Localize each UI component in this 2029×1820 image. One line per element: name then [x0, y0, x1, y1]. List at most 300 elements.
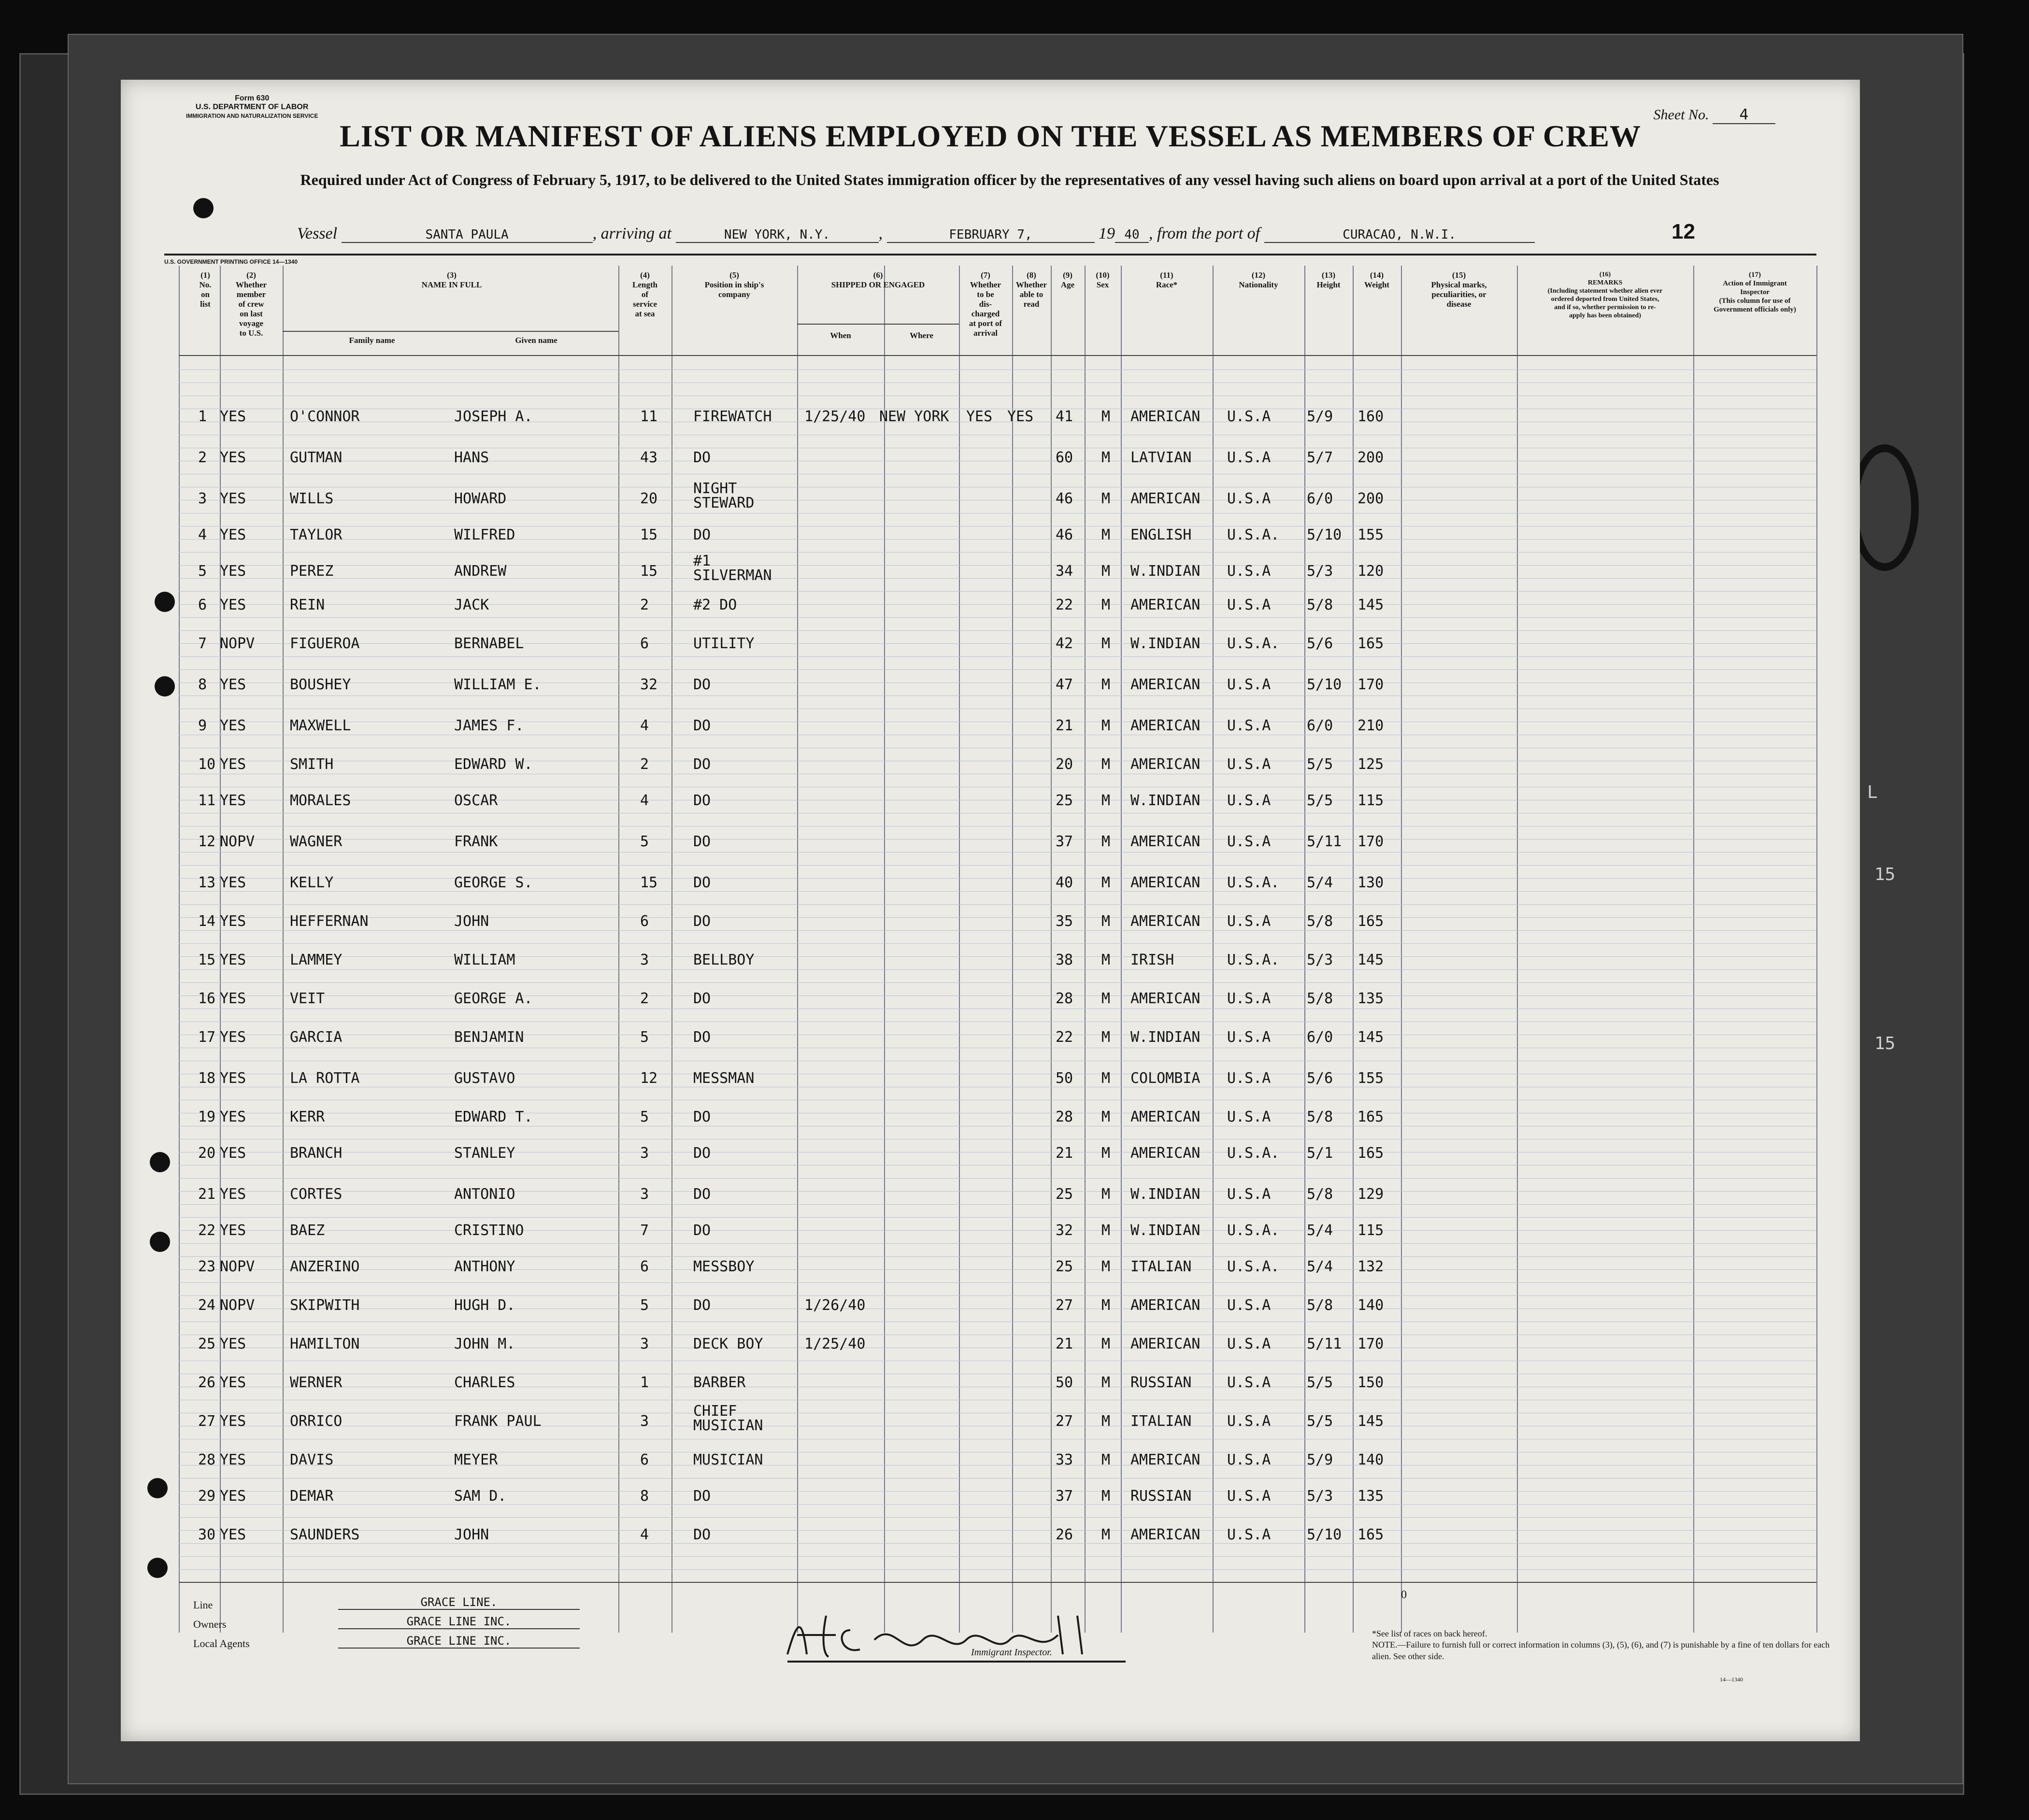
crew-member-flag: YES	[220, 792, 246, 809]
race: ITALIAN	[1130, 1258, 1192, 1275]
sex: M	[1101, 952, 1111, 968]
crew-member-flag: YES	[220, 1070, 246, 1087]
given-name: JAMES F.	[454, 717, 524, 734]
entry-number: 4	[198, 526, 207, 543]
col-header-7: (7) Whether to be dis- charged at port of arrival	[969, 270, 1002, 338]
given-name: CRISTINO	[454, 1222, 524, 1239]
weight: 145	[1357, 597, 1384, 613]
given-name: SAM D.	[454, 1488, 507, 1505]
ship-position: DO	[693, 833, 711, 850]
ruled-line	[179, 565, 1816, 566]
length-of-service: 3	[640, 952, 649, 968]
ship-position: DO	[693, 756, 711, 773]
crew-member-flag: YES	[220, 990, 246, 1007]
nationality: U.S.A	[1227, 490, 1271, 507]
given-name: CHARLES	[454, 1374, 515, 1391]
age: 21	[1056, 717, 1073, 734]
arrival-year: 40	[1115, 228, 1149, 243]
age: 40	[1056, 874, 1073, 891]
binding-hole	[193, 198, 214, 218]
crew-member-flag: YES	[220, 1336, 246, 1352]
sex: M	[1101, 1526, 1111, 1543]
crew-member-flag: YES	[220, 1222, 246, 1239]
weight: 165	[1357, 635, 1384, 652]
entry-number: 10	[198, 756, 216, 773]
sheet-number-label: Sheet No.	[1653, 107, 1709, 123]
vessel-line: Vessel SANTA PAULA , arriving at NEW YORK, N.Y. , FEBRUARY 7, 19 40 , from the port of CURACAO, N.W.I.	[297, 225, 1535, 243]
length-of-service: 6	[640, 1258, 649, 1275]
age: 32	[1056, 1222, 1073, 1239]
given-name: EDWARD T.	[454, 1109, 533, 1125]
printing-office-note: U.S. GOVERNMENT PRINTING OFFICE 14—1340	[164, 258, 298, 265]
race: AMERICAN	[1130, 874, 1200, 891]
weight: 145	[1357, 1413, 1384, 1430]
ship-position: CHIEF MUSICIAN	[693, 1403, 763, 1434]
entry-number: 22	[198, 1222, 216, 1239]
nationality: U.S.A	[1227, 990, 1271, 1007]
ruled-line	[179, 995, 1816, 996]
crew-member-flag: YES	[220, 1413, 246, 1430]
sex: M	[1101, 1186, 1111, 1203]
sex: M	[1101, 449, 1111, 466]
height: 5/8	[1307, 1109, 1333, 1125]
nationality: U.S.A	[1227, 756, 1271, 773]
crew-member-flag: YES	[220, 1145, 246, 1162]
given-name: GUSTAVO	[454, 1070, 515, 1087]
ruled-line	[179, 1543, 1816, 1544]
age: 37	[1056, 1488, 1073, 1505]
sex: M	[1101, 1070, 1111, 1087]
length-of-service: 3	[640, 1413, 649, 1430]
weight: 135	[1357, 990, 1384, 1007]
height: 5/9	[1307, 408, 1333, 425]
length-of-service: 6	[640, 1451, 649, 1468]
ruled-line	[179, 604, 1816, 605]
given-name: BENJAMIN	[454, 1029, 524, 1046]
column-rule	[797, 266, 798, 1633]
race: IRISH	[1130, 952, 1174, 968]
weight: 150	[1357, 1374, 1384, 1391]
given-name: GEORGE S.	[454, 874, 533, 891]
length-of-service: 15	[640, 526, 658, 543]
race: W.INDIAN	[1130, 792, 1200, 809]
binding-hole	[155, 592, 175, 612]
vessel-label: Vessel	[297, 225, 338, 242]
given-name: MEYER	[454, 1451, 498, 1468]
given-name: JOHN	[454, 913, 489, 930]
ship-position: MESSBOY	[693, 1258, 755, 1275]
ship-position: DO	[693, 526, 711, 543]
race: W.INDIAN	[1130, 1029, 1200, 1046]
crew-member-flag: NOPV	[220, 635, 255, 652]
age: 20	[1056, 756, 1073, 773]
agents-label: Local Agents	[193, 1637, 250, 1649]
form-identifier	[186, 94, 318, 120]
given-name: JOHN	[454, 1526, 489, 1543]
column-rule	[884, 266, 885, 1633]
col-header-10: (10) Sex	[1096, 270, 1110, 289]
length-of-service: 4	[640, 717, 649, 734]
family-name: TAYLOR	[290, 526, 343, 543]
crew-member-flag: YES	[220, 490, 246, 507]
length-of-service: 4	[640, 792, 649, 809]
race: W.INDIAN	[1130, 1222, 1200, 1239]
weight: 155	[1357, 526, 1384, 543]
height: 5/9	[1307, 1451, 1333, 1468]
entry-number: 25	[198, 1336, 216, 1352]
col-header-3: (3) NAME IN FULL	[421, 270, 482, 289]
ruled-line	[179, 878, 1816, 879]
column-rule	[1012, 266, 1013, 1633]
col-header-3b: Given name	[515, 336, 557, 345]
length-of-service: 5	[640, 1029, 649, 1046]
sex: M	[1101, 1145, 1111, 1162]
able-to-read: YES	[1007, 408, 1034, 425]
entry-number: 28	[198, 1451, 216, 1468]
name-header-rule	[283, 331, 618, 332]
crew-member-flag: YES	[220, 913, 246, 930]
age: 27	[1056, 1297, 1073, 1314]
height: 6/0	[1307, 1029, 1333, 1046]
weight: 145	[1357, 1029, 1384, 1046]
family-name: SAUNDERS	[290, 1526, 360, 1543]
nationality: U.S.A	[1227, 449, 1271, 466]
ship-position: UTILITY	[693, 635, 755, 652]
height: 5/10	[1307, 1526, 1342, 1543]
family-name: KERR	[290, 1109, 325, 1125]
age: 50	[1056, 1374, 1073, 1391]
col-header-11: (11) Race*	[1156, 270, 1178, 289]
family-name: MAXWELL	[290, 717, 351, 734]
age: 27	[1056, 1413, 1073, 1430]
weight: 210	[1357, 717, 1384, 734]
race: AMERICAN	[1130, 913, 1200, 930]
entry-number: 3	[198, 490, 207, 507]
height: 5/4	[1307, 1222, 1333, 1239]
ship-position: DO	[693, 1222, 711, 1239]
age: 26	[1056, 1526, 1073, 1543]
print-code: 14—1340	[1720, 1676, 1743, 1683]
ruled-line	[179, 956, 1816, 957]
column-rule	[1816, 266, 1817, 1633]
height: 5/8	[1307, 990, 1333, 1007]
column-rule	[959, 266, 960, 1633]
ship-position: #2 DO	[693, 597, 737, 613]
age: 21	[1056, 1145, 1073, 1162]
nationality: U.S.A	[1227, 1413, 1271, 1430]
entry-number: 20	[198, 1145, 216, 1162]
age: 25	[1056, 792, 1073, 809]
crew-member-flag: YES	[220, 1451, 246, 1468]
age: 60	[1056, 449, 1073, 466]
given-name: HANS	[454, 449, 489, 466]
nationality: U.S.A	[1227, 1297, 1271, 1314]
edge-mark-15a: 15	[1874, 865, 1896, 884]
ruled-line	[179, 1295, 1816, 1296]
given-name: JACK	[454, 597, 489, 613]
height: 5/7	[1307, 449, 1333, 466]
ruled-line	[179, 1217, 1816, 1218]
height: 5/11	[1307, 1336, 1342, 1352]
sex: M	[1101, 874, 1111, 891]
discharged-flag: YES	[966, 408, 993, 425]
ship-position: #1 SILVERMAN	[693, 553, 772, 584]
length-of-service: 2	[640, 990, 649, 1007]
race: AMERICAN	[1130, 1297, 1200, 1314]
entry-number: 17	[198, 1029, 216, 1046]
ruled-line	[179, 682, 1816, 683]
column-rule	[1085, 266, 1086, 1633]
family-name: BAEZ	[290, 1222, 325, 1239]
height: 5/3	[1307, 563, 1333, 580]
weight: 170	[1357, 676, 1384, 693]
ruled-line	[179, 1243, 1816, 1244]
arriving-port: NEW YORK, N.Y.	[676, 228, 879, 243]
family-name: HEFFERNAN	[290, 913, 369, 930]
ship-position: BARBER	[693, 1374, 746, 1391]
ruled-line	[179, 1191, 1816, 1192]
edge-mark-l: L	[1867, 782, 1878, 802]
nationality: U.S.A	[1227, 792, 1271, 809]
height: 6/0	[1307, 490, 1333, 507]
age: 22	[1056, 597, 1073, 613]
weight: 115	[1357, 792, 1384, 809]
age: 21	[1056, 1336, 1073, 1352]
ruled-line	[179, 1269, 1816, 1270]
nationality: U.S.A	[1227, 1488, 1271, 1505]
entry-number: 18	[198, 1070, 216, 1087]
nationality: U.S.A	[1227, 408, 1271, 425]
sex: M	[1101, 990, 1111, 1007]
age: 41	[1056, 408, 1073, 425]
family-name: O'CONNOR	[290, 408, 360, 425]
family-name: VEIT	[290, 990, 325, 1007]
crew-member-flag: YES	[220, 717, 246, 734]
given-name: WILLIAM E.	[454, 676, 542, 693]
sex: M	[1101, 913, 1111, 930]
family-name: KELLY	[290, 874, 334, 891]
crew-member-flag: YES	[220, 676, 246, 693]
nationality: U.S.A	[1227, 1374, 1271, 1391]
column-rule	[283, 266, 284, 1633]
given-name: OSCAR	[454, 792, 498, 809]
ship-position: DO	[693, 1186, 711, 1203]
binding-hole	[147, 1478, 168, 1498]
arriving-label: , arriving at	[592, 225, 672, 242]
entry-number: 6	[198, 597, 207, 613]
family-name: LAMMEY	[290, 952, 343, 968]
header-top-rule	[164, 254, 1816, 256]
sex: M	[1101, 756, 1111, 773]
ship-position: DO	[693, 1145, 711, 1162]
race: W.INDIAN	[1130, 635, 1200, 652]
ship-position: MUSICIAN	[693, 1451, 763, 1468]
race: ENGLISH	[1130, 526, 1192, 543]
given-name: ANTONIO	[454, 1186, 515, 1203]
crew-member-flag: NOPV	[220, 1258, 255, 1275]
header-bottom-rule	[179, 355, 1816, 356]
race: AMERICAN	[1130, 1451, 1200, 1468]
height: 5/10	[1307, 676, 1342, 693]
height: 5/3	[1307, 952, 1333, 968]
given-name: JOHN M.	[454, 1336, 515, 1352]
race: LATVIAN	[1130, 449, 1192, 466]
sex: M	[1101, 490, 1111, 507]
race: AMERICAN	[1130, 1145, 1200, 1162]
weight: 160	[1357, 408, 1384, 425]
ruled-line	[179, 1165, 1816, 1166]
from-port: CURACAO, N.W.I.	[1264, 228, 1535, 243]
given-name: EDWARD W.	[454, 756, 533, 773]
race: RUSSIAN	[1130, 1374, 1192, 1391]
ship-position: DO	[693, 913, 711, 930]
sex: M	[1101, 833, 1111, 850]
column-rule	[1353, 266, 1354, 1633]
family-name: ANZERINO	[290, 1258, 360, 1275]
given-name: GEORGE A.	[454, 990, 533, 1007]
ship-position: BELLBOY	[693, 952, 755, 968]
ship-position: MESSMAN	[693, 1070, 755, 1087]
given-name: STANLEY	[454, 1145, 515, 1162]
sex: M	[1101, 1336, 1111, 1352]
weight: 140	[1357, 1297, 1384, 1314]
race: AMERICAN	[1130, 1109, 1200, 1125]
age: 46	[1056, 526, 1073, 543]
nationality: U.S.A	[1227, 563, 1271, 580]
ship-position: FIREWATCH	[693, 408, 772, 425]
nationality: U.S.A.	[1227, 1145, 1280, 1162]
ruled-line	[179, 1530, 1816, 1531]
length-of-service: 15	[640, 874, 658, 891]
crew-member-flag: YES	[220, 1029, 246, 1046]
col-header-6: (6) SHIPPED OR ENGAGED	[831, 270, 925, 289]
height: 5/5	[1307, 756, 1333, 773]
crew-member-flag: YES	[220, 526, 246, 543]
sex: M	[1101, 1451, 1111, 1468]
given-name: WILFRED	[454, 526, 515, 543]
column-rule	[618, 266, 619, 1633]
col-header-5: (5) Position in ship's company	[704, 270, 764, 299]
edge-mark-15b: 15	[1874, 1034, 1896, 1053]
nationality: U.S.A	[1227, 1029, 1271, 1046]
col-header-15: (15) Physical marks, peculiarities, or disease	[1431, 270, 1487, 309]
nationality: U.S.A	[1227, 1070, 1271, 1087]
weight: 200	[1357, 449, 1384, 466]
weight: 165	[1357, 913, 1384, 930]
family-name: PEREZ	[290, 563, 334, 580]
age: 28	[1056, 1109, 1073, 1125]
nationality: U.S.A.	[1227, 874, 1280, 891]
ruled-line	[179, 1478, 1816, 1479]
length-of-service: 6	[640, 635, 649, 652]
family-name: CORTES	[290, 1186, 343, 1203]
height: 5/6	[1307, 635, 1333, 652]
length-of-service: 5	[640, 1109, 649, 1125]
entry-number: 16	[198, 990, 216, 1007]
column-rule	[1693, 266, 1694, 1633]
ruled-line	[179, 1491, 1816, 1492]
crew-member-flag: NOPV	[220, 833, 255, 850]
length-of-service: 2	[640, 597, 649, 613]
weight: 165	[1357, 1109, 1384, 1125]
ruled-line	[179, 1308, 1816, 1309]
penalty-note: NOTE.—Failure to furnish full or correct information in columns (3), (5), (6), and (7) is punishable by a fine of ten dollars for each alien. See other side.	[1372, 1640, 1830, 1661]
family-name: BOUSHEY	[290, 676, 351, 693]
ruled-line	[179, 539, 1816, 540]
length-of-service: 1	[640, 1374, 649, 1391]
inspector-signature	[768, 1601, 1135, 1674]
binding-hole	[147, 1558, 168, 1578]
weight: 165	[1357, 1526, 1384, 1543]
ruled-line	[179, 917, 1816, 918]
length-of-service: 5	[640, 833, 649, 850]
length-of-service: 3	[640, 1145, 649, 1162]
entry-number: 7	[198, 635, 207, 652]
ruled-line	[179, 1256, 1816, 1257]
race: AMERICAN	[1130, 990, 1200, 1007]
sex: M	[1101, 717, 1111, 734]
race: AMERICAN	[1130, 717, 1200, 734]
column-rule	[1401, 266, 1402, 1633]
age: 37	[1056, 833, 1073, 850]
nationality: U.S.A.	[1227, 526, 1280, 543]
line-label: Line	[193, 1599, 213, 1611]
nationality: U.S.A	[1227, 1526, 1271, 1543]
nationality: U.S.A	[1227, 1451, 1271, 1468]
binding-hole	[155, 676, 175, 697]
col-header-8: (8) Whether able to read	[1015, 270, 1047, 309]
sex: M	[1101, 792, 1111, 809]
height: 5/6	[1307, 1070, 1333, 1087]
ship-position: DO	[693, 1488, 711, 1505]
entry-number: 11	[198, 792, 216, 809]
given-name: ANDREW	[454, 563, 507, 580]
crew-member-flag: YES	[220, 408, 246, 425]
family-name: SMITH	[290, 756, 334, 773]
col-header-14: (14) Weight	[1364, 270, 1389, 289]
sex: M	[1101, 563, 1111, 580]
weight: 120	[1357, 563, 1384, 580]
agents-value: GRACE LINE INC.	[338, 1634, 580, 1649]
age: 42	[1056, 635, 1073, 652]
length-of-service: 6	[640, 913, 649, 930]
length-of-service: 3	[640, 1186, 649, 1203]
given-name: ANTHONY	[454, 1258, 515, 1275]
entry-number: 23	[198, 1258, 216, 1275]
nationality: U.S.A	[1227, 676, 1271, 693]
height: 5/10	[1307, 526, 1342, 543]
ship-position: DO	[693, 676, 711, 693]
race: AMERICAN	[1130, 408, 1200, 425]
entry-number: 14	[198, 913, 216, 930]
sex: M	[1101, 1029, 1111, 1046]
race: AMERICAN	[1130, 1336, 1200, 1352]
weight: 165	[1357, 1145, 1384, 1162]
crew-member-flag: YES	[220, 952, 246, 968]
age: 34	[1056, 563, 1073, 580]
crew-member-flag: YES	[220, 1374, 246, 1391]
race: COLOMBIA	[1130, 1070, 1200, 1087]
height: 5/3	[1307, 1488, 1333, 1505]
nationality: U.S.A.	[1227, 1222, 1280, 1239]
ruled-line	[179, 1517, 1816, 1518]
crew-member-flag: YES	[220, 1526, 246, 1543]
nationality: U.S.A	[1227, 913, 1271, 930]
given-name: FRANK PAUL	[454, 1413, 542, 1430]
weight: 155	[1357, 1070, 1384, 1087]
family-name: WAGNER	[290, 833, 343, 850]
nationality: U.S.A	[1227, 1336, 1271, 1352]
